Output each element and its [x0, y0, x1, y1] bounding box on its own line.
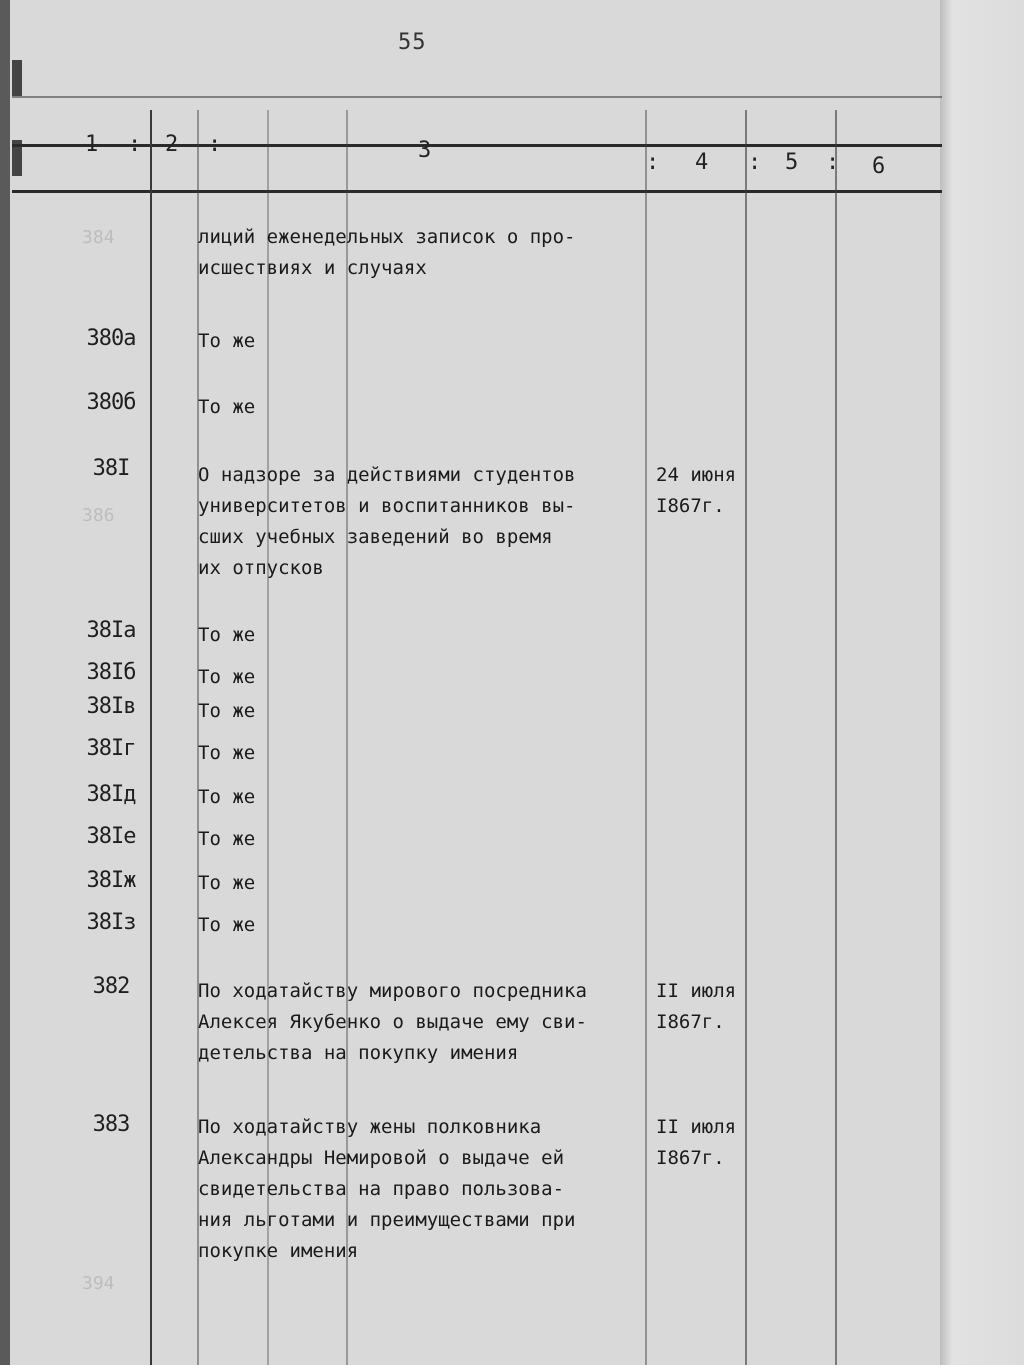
- row-description: То же: [198, 742, 256, 764]
- column-number: 1: [85, 132, 99, 157]
- row-id: 38Iг: [86, 736, 136, 761]
- row-id: 38Iз: [86, 910, 136, 935]
- row-description: То же: [198, 700, 256, 722]
- row-description: То же: [198, 330, 256, 352]
- row-id: 38Iв: [86, 694, 136, 719]
- row-description: По ходатайству мирового посредника Алексея Якубенко о выдаче ему сви- детельства на покупку имения: [198, 980, 587, 1064]
- column-number: 4: [695, 150, 709, 175]
- column-number: 6: [872, 154, 886, 179]
- column-divider: [835, 110, 837, 1365]
- column-separator: :: [128, 132, 142, 157]
- row-description: лиций еженедельных записок о про- исшествиях и случаях: [198, 226, 576, 279]
- row-description: То же: [198, 396, 256, 418]
- column-number: 2: [165, 132, 179, 157]
- row-id: 38Iа: [86, 618, 136, 643]
- header-top-rule: [12, 96, 942, 98]
- row-description: То же: [198, 786, 256, 808]
- row-description: То же: [198, 666, 256, 688]
- column-separator: :: [748, 150, 762, 175]
- column-separator: :: [826, 150, 840, 175]
- row-date: II июля I867г.: [656, 980, 737, 1033]
- row-id: 383: [92, 1112, 130, 1137]
- column-divider: [745, 110, 747, 1365]
- page-edge: [940, 0, 1024, 1365]
- row-id: 38Iж: [86, 868, 136, 893]
- row-description: То же: [198, 828, 256, 850]
- page-number: 55: [398, 30, 427, 55]
- row-description: То же: [198, 914, 256, 936]
- row-description: О надзоре за действиями студентов университетов и воспитанников вы- сших учебных заведений во время их отпусков: [198, 464, 576, 579]
- row-id: 38Iб: [86, 660, 136, 685]
- column-separator: :: [208, 132, 222, 157]
- bleed-through-text: 394: [82, 1273, 115, 1294]
- row-id: 380б: [86, 390, 136, 415]
- bleed-through-text: 386: [82, 505, 115, 526]
- row-id: 38I: [92, 456, 130, 481]
- row-description: По ходатайству жены полковника Александры Немировой о выдаче ей свидетельства на право пользова- ния льготами и преимуществами при покупке имения: [198, 1116, 576, 1262]
- row-date: II июля I867г.: [656, 1116, 737, 1169]
- binding-edge: [0, 0, 10, 1365]
- row-description: То же: [198, 624, 256, 646]
- row-date: 24 июня I867г.: [656, 464, 737, 517]
- column-number: 5: [785, 150, 799, 175]
- bleed-through-text: 384: [82, 227, 115, 248]
- row-id: 38Iе: [86, 824, 136, 849]
- binding-mark: [12, 60, 22, 96]
- row-id: 382: [92, 974, 130, 999]
- column-divider: [150, 110, 152, 1365]
- column-separator: :: [646, 150, 660, 175]
- row-description: То же: [198, 872, 256, 894]
- row-id: 380а: [86, 326, 136, 351]
- column-number: 3: [418, 138, 432, 163]
- row-id: 38Iд: [86, 782, 136, 807]
